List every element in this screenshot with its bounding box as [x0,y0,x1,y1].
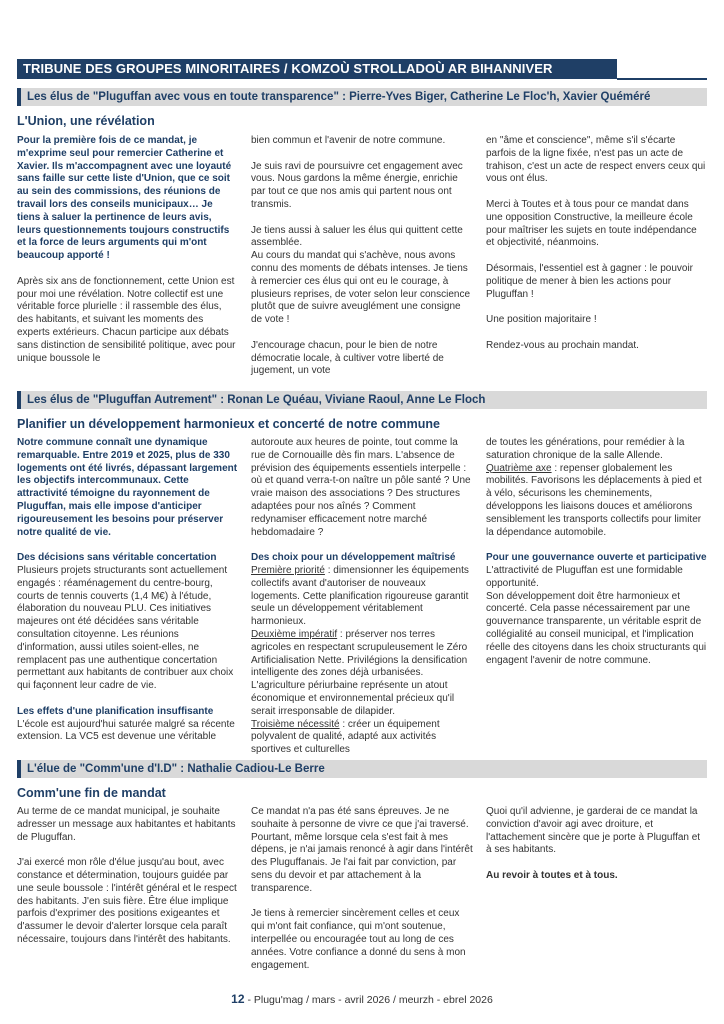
group1-paragraph: Merci à Toutes et à tous pour ce mandat dans une opposition Constructive, la meilleure école pour maîtriser les sujets en toute indépendance et objectivité, néanmoins. [486,198,697,249]
group3-paragraph: Je tiens à remercier sincèrement celles et ceux qui m'ont fait confiance, qui m'ont soutenue, interpellée ou encouragée tout au long de ces années. Votre confiance a donné du sens à mon engagement. [251,908,466,971]
group1-column-2 [251,135,473,391]
priority-keyword: Deuxième impératif [251,628,338,640]
group2-paragraph: de toutes les générations, pour remédier à la saturation chronique de la salle Allende. [486,437,685,461]
group1-paragraph: Après six ans de fonctionnement, cette Union est pour moi une révélation. Notre collectif est une véritable force plurielle : il rassemble des élus, des habitants, et suivant les moments des experts extérieurs. Chacun participe aux débats sans distinction de sensibilité politique, avec pour unique boussole le [17,275,236,364]
group3-title: Comm'une fin de mandat [17,786,166,800]
priority-text: : repenser globalement les mobilités. Favorisons les déplacements à pied et à vélo, sécurisons les cheminements, développons les liaisons douces et améliorons sensiblement les transports collectifs pour limiter la dépendance automobile. [486,462,702,538]
group3-closing: Au revoir à toutes et à tous. [486,869,618,881]
group1-paragraph: J'encourage chacun, pour le bien de notre démocratie locale, à cultiver votre liberté de jugement, un vote [251,339,444,377]
group2-paragraph: Plusieurs projets structurants sont actuellement engagés : réaménagement du centre-bourg, courts de tennis couverts (1,4 M€) à l'étude, élaboration du nouveau PLU. Ces initiatives majeures ont été décidées sans véritable consultation citoyenne. Les réunions d'information, aussi utiles soient-elles, ne remplacent pas une authentique concertation permettant aux habitants de contribuer aux choix qui façonnent leur cadre de vie. [17,564,234,692]
priority-keyword: Première priorité [251,564,325,576]
group1-column-1 [17,135,238,378]
group3-header: L'élue de "Comm'une d'I.D" : Nathalie Cadiou-Le Berre [17,760,707,778]
page-footer [0,992,724,1006]
group1-paragraph: Je suis ravi de poursuivre cet engagement avec vous. Nous gardons la même énergie, enrichie par tout ce que nos amis qui partent nous ont transmis. [251,160,463,210]
banner-rule [617,78,707,80]
priority-text: : préserver nos terres agricoles en respectant scrupuleusement le Zéro Artificialisation Nette. Privilégions la densification intelligente des zones déjà urbanisées. L'agriculture périurbaine représente un atout économique et environnemental précieux qu'il serait irresponsable de dilapider. [251,628,468,717]
group1-lead: Pour la première fois de ce mandat, je m'exprime seul pour remercier Catherine et Xavier. Ils m'accompagnent avec une loyauté sans faille sur cette liste d'Union, que ce soit au sein des commissions, des réunions de travail lors des conseils municipaux… Je tiens à saluer la pertinence de leurs avis, leurs questionnements toujours constructifs et la force de leurs arguments qui m'ont beaucoup apporté ! [17,135,232,262]
group2-subheading: Les effets d'une planification insuffisante [17,705,214,717]
group2-column-2 [251,437,473,770]
group2-header: Les élus de "Pluguffan Autrement" : Ronan Le Quéau, Viviane Raoul, Anne Le Floch [17,391,707,409]
group3-paragraph: Au terme de ce mandat municipal, je souhaite adresser un message aux habitantes et habitants de Pluguffan. [17,806,236,843]
group2-column-3 [486,437,707,680]
group1-paragraph: bien commun et l'avenir de notre commune. [251,135,446,146]
group2-subheading: Pour une gouvernance ouverte et participative [486,552,707,564]
group2-lead: Notre commune connaît une dynamique remarquable. Entre 2019 et 2025, plus de 330 logements ont été livrés, dépassant largement les objectifs intercommunaux. Cette attractivité témoigne du rayonnement de Pluguffan, mais elle impose d'anticiper rigoureusement les besoins pour préserver notre qualité de vie. [17,437,238,538]
group1-paragraph: Rendez-vous au prochain mandat. [486,339,639,351]
group1-paragraph: Désormais, l'essentiel est à gagner : le pouvoir politique de mener à bien les actions pour Pluguffan ! [486,262,694,300]
group2-paragraph: autoroute aux heures de pointe, tout comme la rue de Cornouaille dès fin mars. L'absence de prévision des équipements essentiels interpelle : où et quand verra-t-on naître un pôle santé ? Une vraie maison des associations ? Des structures adaptées pour nos aînés ? Comment redynamiser efficacement notre marché hebdomadaire ? [251,437,471,538]
priority-keyword: Troisième nécessité [251,718,340,730]
priority-text: : créer un équipement polyvalent de qualité, adapté aux activités sportives et culturelles [251,718,440,756]
group2-paragraph: L'attractivité de Pluguffan est une formidable opportunité. [486,564,683,589]
priority-keyword: Quatrième axe [486,462,552,474]
group1-paragraph: Au cours du mandat qui s'achève, nous avons connu des moments de débats intenses. Je tiens à remercier ces élus qui ont eu le courage, à plusieurs reprises, de voter selon leur conscience plutôt que de suivre aveuglément une consigne de vote ! [251,250,470,326]
group2-title: Planifier un développement harmonieux et concerté de notre commune [17,417,441,431]
group3-column-2 [251,806,473,985]
group1-title: L'Union, une révélation [17,114,155,128]
group1-paragraph: Je tiens aussi à saluer les élus qui quittent cette assemblée. [251,224,463,249]
group3-paragraph: Quoi qu'il advienne, je garderai de ce mandat la conviction d'avoir agi avec droiture, et l'attachement sincère que je porte à Pluguffan et à ses habitants. [486,806,701,856]
group2-subheading: Des décisions sans véritable concertation [17,552,217,564]
footer-text: - Plugu'mag / mars - avril 2026 / meurzh - ebrel 2026 [244,994,493,1006]
group1-paragraph: en "âme et conscience", même s'il s'écarte parfois de la ligne fixée, n'est pas un acte de trahison, c'est un acte de respect envers ceux qui vous ont élus. [486,135,706,185]
group1-paragraph: Une position majoritaire ! [486,314,597,326]
group2-column-1 [17,437,238,757]
section-banner: TRIBUNE DES GROUPES MINORITAIRES / KOMZOÙ STROLLADOÙ AR BIHANNIVER [17,59,617,79]
group1-header: Les élus de "Pluguffan avec vous en toute transparence" : Pierre-Yves Biger, Catherine Le Floc'h, Xavier Quéméré [17,88,707,106]
priority-text: : dimensionner les équipements collectifs avant d'autoriser de nouveaux logements. Cette planification rigoureuse garantit seule un développement véritablement harmonieux. [251,564,469,628]
group2-subheading: Des choix pour un développement maîtrisé [251,552,456,564]
group3-paragraph: J'ai exercé mon rôle d'élue jusqu'au bout, avec constance et détermination, toujours guidée par une seule boussole : l'intérêt général et le respect des habitants. J'en suis fière. Être élue implique parfois d'exprimer des positions exigeantes et d'assumer le devoir d'alerter lorsque cela paraît nécessaire, toujours dans l'intérêt des habitants. [17,857,237,945]
group2-paragraph: Son développement doit être harmonieux et concerté. Cela passe nécessairement par une gouvernance transparente, un véritable esprit de collégialité au conseil municipal, et l'implication réelle des citoyens dans les choix structurants qui engagent l'avenir de notre commune. [486,590,707,666]
group3-column-1 [17,806,238,960]
group1-column-3 [486,135,707,365]
group2-paragraph: L'école est aujourd'hui saturée malgré sa récente extension. La VC5 est devenue une véritable [17,718,235,743]
page-number: 12 [231,992,245,1006]
group3-column-3 [486,806,707,896]
group3-paragraph: Ce mandat n'a pas été sans épreuves. Je ne souhaite à personne de vivre ce que j'ai traversé. Pourtant, même lorsque cela s'est fait à mes dépens, je n'ai jamais renoncé à agir dans l'intérêt des Pluguffanais. Je l'ai fait par conviction, par sens du devoir et par attachement à la transparence. [251,806,473,894]
